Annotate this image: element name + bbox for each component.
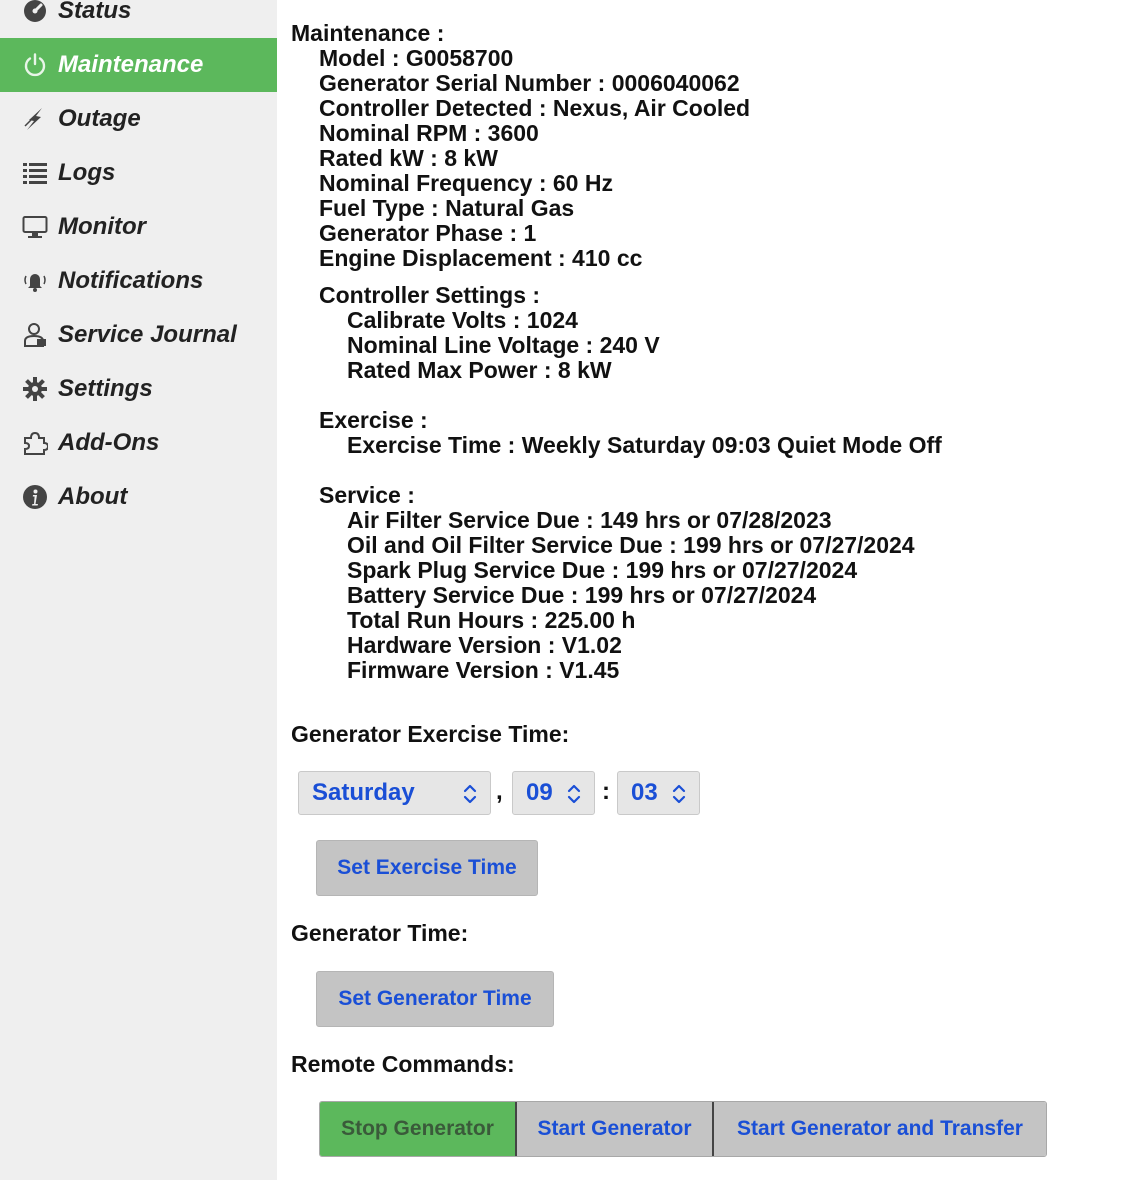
sidebar-item-service-journal[interactable] <box>0 308 277 362</box>
start-generator-and-transfer-button[interactable]: Start Generator and Transfer <box>712 1102 1046 1156</box>
sidebar-item-label: Service Journal <box>58 321 237 348</box>
sidebar-item-label: Settings <box>58 375 153 402</box>
sidebar-item-notifications[interactable] <box>0 254 277 308</box>
sidebar-item-label: Notifications <box>58 267 204 294</box>
sidebar <box>0 0 277 1180</box>
info-line: Nominal Frequency : 60 Hz <box>319 170 613 196</box>
sidebar-item-monitor[interactable] <box>0 200 277 254</box>
stop-generator-button[interactable]: Stop Generator <box>320 1102 515 1156</box>
set-generator-time-button[interactable]: Set Generator Time <box>316 971 554 1027</box>
exercise-hour-value: 09 <box>526 779 553 806</box>
info-line: Rated Max Power : 8 kW <box>347 357 612 383</box>
sidebar-item-logs[interactable] <box>0 146 277 200</box>
info-line: Calibrate Volts : 1024 <box>347 307 578 333</box>
info-line: Spark Plug Service Due : 199 hrs or 07/27/2024 <box>347 557 858 583</box>
info-line: Rated kW : 8 kW <box>319 145 498 171</box>
lightning-icon <box>22 106 48 132</box>
set-exercise-time-button[interactable]: Set Exercise Time <box>316 840 538 896</box>
exercise-day-select[interactable] <box>298 771 491 815</box>
technician-icon <box>22 322 48 348</box>
remote-commands-label: Remote Commands: <box>291 1051 515 1077</box>
info-line: Battery Service Due : 199 hrs or 07/27/2024 <box>347 582 817 608</box>
chevron-up-down-icon <box>564 782 584 806</box>
gear-icon <box>22 376 48 402</box>
info-line: Total Run Hours : 225.00 h <box>347 607 636 633</box>
main-content <box>277 0 1134 1180</box>
sidebar-item-label: Add-Ons <box>58 429 160 456</box>
power-icon <box>22 52 48 78</box>
info-line: Fuel Type : Natural Gas <box>319 195 575 221</box>
sidebar-item-settings[interactable] <box>0 362 277 416</box>
exercise-minute-value: 03 <box>631 779 658 806</box>
sidebar-item-add-ons[interactable] <box>0 416 277 470</box>
info-line: Oil and Oil Filter Service Due : 199 hrs or 07/27/2024 <box>347 532 915 558</box>
info-line: Exercise Time : Weekly Saturday 09:03 Quiet Mode Off <box>347 432 942 458</box>
exercise-day-value: Saturday <box>312 779 415 806</box>
exercise-time-label: Generator Exercise Time: <box>291 721 570 747</box>
chevron-up-down-icon <box>669 782 689 806</box>
service-header: Service : <box>319 482 415 508</box>
maintenance-info <box>291 21 942 683</box>
comma-separator: , <box>496 778 503 805</box>
generator-time-label: Generator Time: <box>291 920 469 946</box>
remote-commands-group <box>319 1101 1047 1157</box>
info-line: Model : G0058700 <box>319 45 514 71</box>
info-line: Air Filter Service Due : 149 hrs or 07/28/2023 <box>347 507 832 533</box>
start-generator-button[interactable]: Start Generator <box>515 1102 712 1156</box>
puzzle-icon <box>22 430 48 456</box>
info-line: Generator Serial Number : 0006040062 <box>319 70 740 96</box>
info-line: Generator Phase : 1 <box>319 220 537 246</box>
colon-separator: : <box>602 778 610 805</box>
chevron-up-down-icon <box>460 782 480 806</box>
sidebar-item-label: Monitor <box>58 213 146 240</box>
sidebar-item-label: Outage <box>58 105 141 132</box>
info-line: Controller Detected : Nexus, Air Cooled <box>319 95 751 121</box>
gauge-icon <box>22 0 48 24</box>
monitor-icon <box>22 214 48 240</box>
info-line: Engine Displacement : 410 cc <box>319 245 643 271</box>
exercise-header: Exercise : <box>319 407 428 433</box>
info-line: Hardware Version : V1.02 <box>347 632 622 658</box>
exercise-hour-select[interactable] <box>512 771 595 815</box>
info-icon <box>22 484 48 510</box>
sidebar-item-status[interactable] <box>0 0 277 38</box>
controller-settings-header: Controller Settings : <box>319 282 541 308</box>
sidebar-item-label: Maintenance <box>58 51 204 78</box>
exercise-minute-select[interactable] <box>617 771 700 815</box>
sidebar-item-label: Logs <box>58 159 116 186</box>
sidebar-item-about[interactable] <box>0 470 277 524</box>
info-line: Nominal Line Voltage : 240 V <box>347 332 660 358</box>
sidebar-item-label: About <box>58 483 128 510</box>
info-line: Nominal RPM : 3600 <box>319 120 539 146</box>
maintenance-header: Maintenance : <box>291 20 445 46</box>
sidebar-item-outage[interactable] <box>0 92 277 146</box>
sidebar-item-label: Status <box>58 0 132 24</box>
bell-icon <box>22 268 48 294</box>
info-line: Firmware Version : V1.45 <box>347 657 620 683</box>
list-icon <box>22 160 48 186</box>
sidebar-item-maintenance[interactable] <box>0 38 277 92</box>
